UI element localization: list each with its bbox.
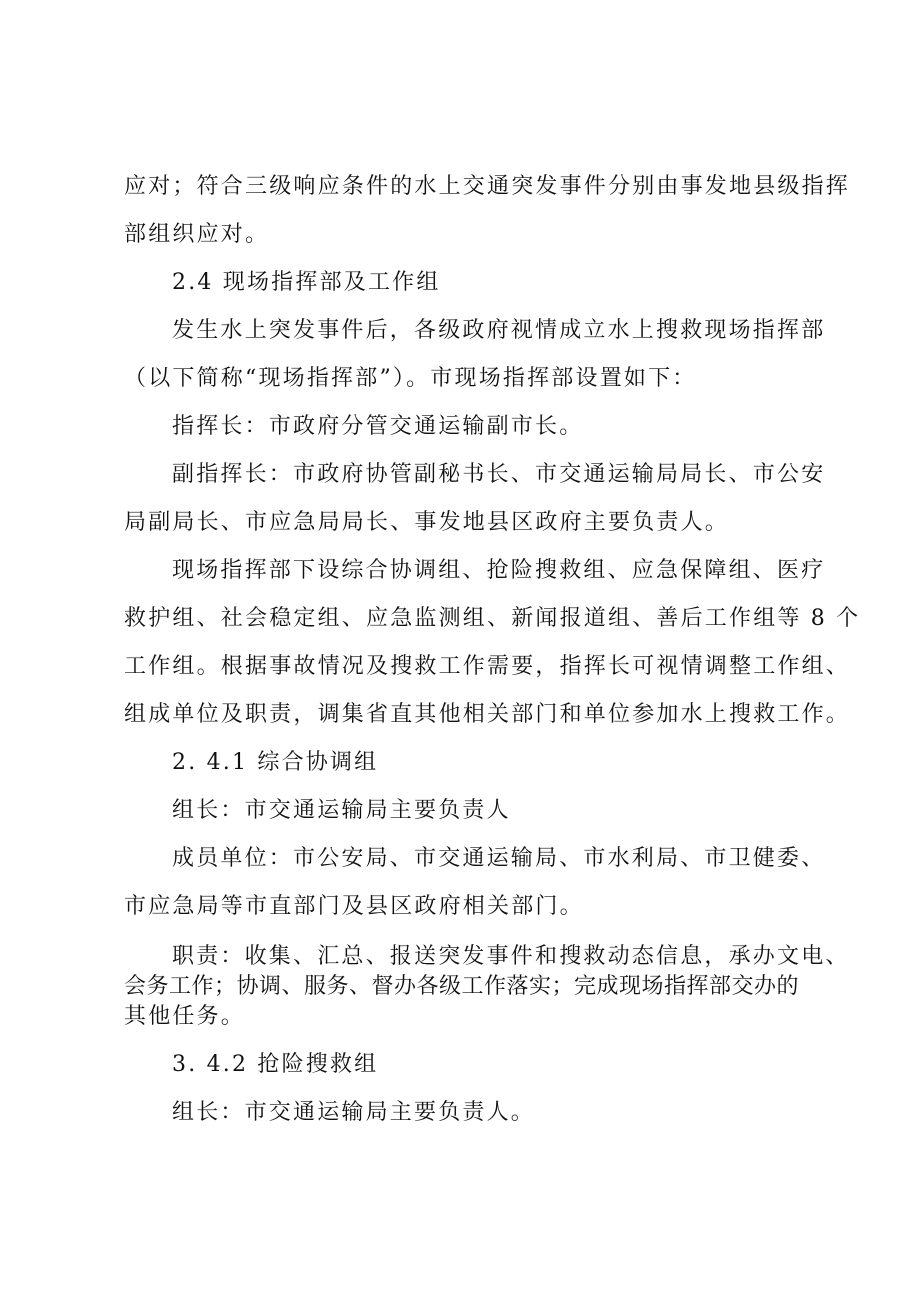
body-text-line: 局副局长、市应急局局长、事发地县区政府主要负责人。 (124, 510, 730, 535)
body-text-line: 组成单位及职责，调集省直其他相关部门和单位参加水上搜救工作。 (124, 702, 851, 727)
body-text-line: 职责：收集、汇总、报送突发事件和搜救动态信息，承办文电、 (172, 944, 850, 969)
body-text-line: 指挥长：市政府分管交通运输副市长。 (172, 414, 584, 439)
body-text-line: 发生水上突发事件后，各级政府视情成立水上搜救现场指挥部 (172, 318, 826, 343)
body-text-line: 部组织应对。 (124, 222, 270, 247)
body-text-line: 会务工作；协调、服务、督办各级工作落实；完成现场指挥部交办的 (124, 974, 800, 999)
subsection-heading-2-4-1: 2. 4.1 综合协调组 (172, 750, 379, 775)
body-text-line: 组长：市交通运输局主要负责人 (172, 798, 511, 823)
body-text-line: （以下简称“现场指挥部”）。市现场指挥部设置如下： (124, 366, 697, 391)
body-text-line: 市应急局等市直部门及县区政府相关部门。 (124, 894, 584, 919)
body-text-line: 副指挥长：市政府协管副秘书长、市交通运输局局长、市公安 (172, 462, 826, 487)
body-text-line: 成员单位：市公安局、市交通运输局、市水利局、市卫健委、 (172, 846, 826, 871)
body-text-line: 组长：市交通运输局主要负责人。 (172, 1100, 536, 1125)
section-heading-2-4: 2.4 现场指挥部及工作组 (172, 270, 441, 295)
body-text-line: 现场指挥部下设综合协调组、抢险搜救组、应急保障组、医疗 (172, 558, 826, 583)
body-text-line: 应对；符合三级响应条件的水上交通突发事件分别由事发地县级指挥 (124, 174, 851, 199)
body-text-line: 工作组。根据事故情况及搜救工作需要，指挥长可视情调整工作组、 (124, 654, 851, 679)
body-text-line: 救护组、社会稳定组、应急监测组、新闻报道组、善后工作组等 8 个 (124, 606, 861, 631)
subsection-heading-4-2: 3. 4.2 抢险搜救组 (172, 1052, 379, 1077)
body-text-line: 其他任务。 (124, 1004, 246, 1029)
